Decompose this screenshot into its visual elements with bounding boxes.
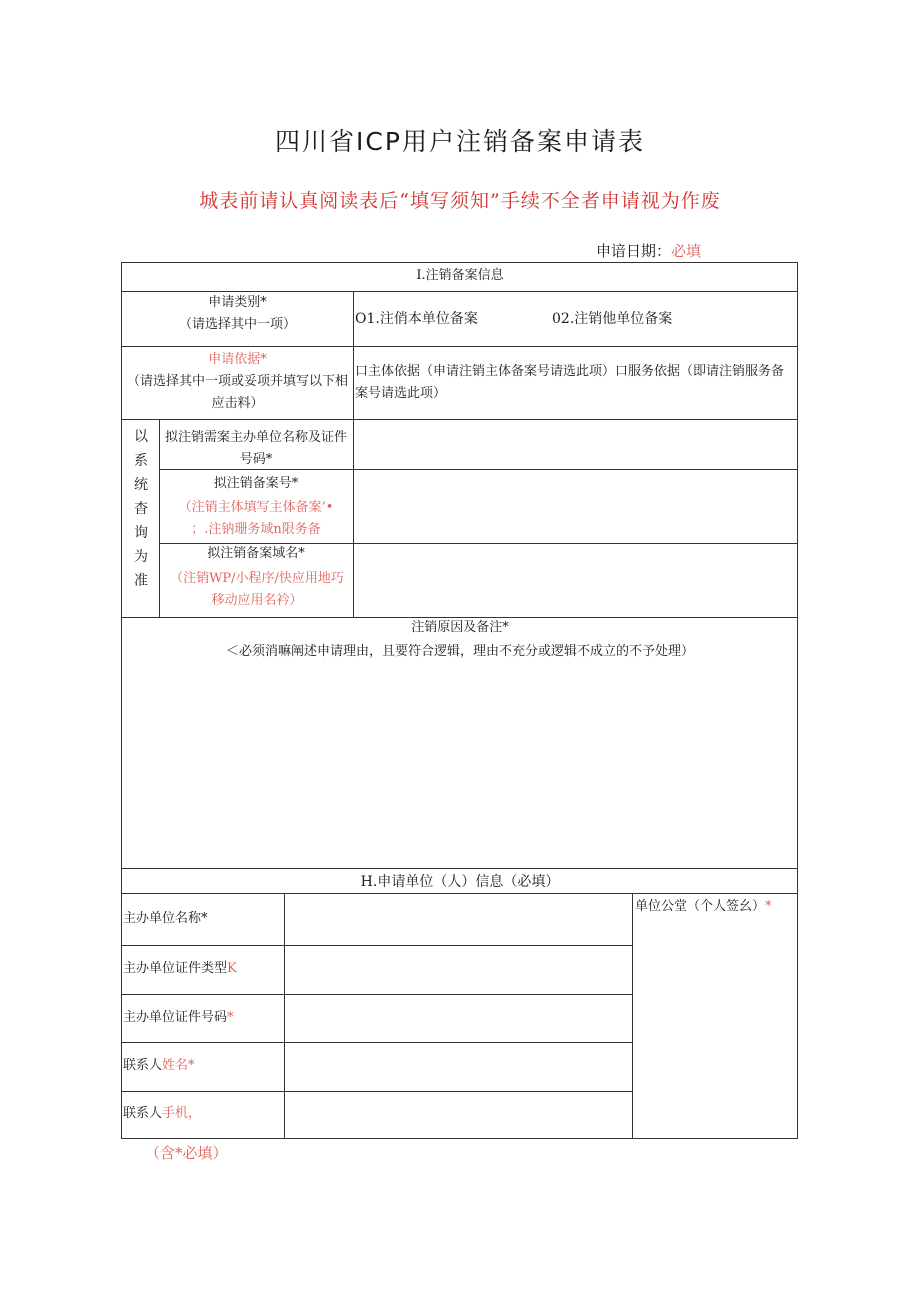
warning-note: 城表前请认真阅读表后“填写须知”手续不全者申请视为作废 [199, 190, 721, 212]
option-other-unit[interactable]: 02.注销他单位备案 [552, 311, 673, 327]
section2-header: H.申请单位（人）信息（必填） [360, 874, 560, 890]
entity-name-label: 拟注销需案主办单位名称及证件号码* [164, 430, 347, 467]
field-label-sponsor-name: 主办单位名称* [123, 911, 208, 926]
basis-label: 申请依据* [208, 352, 267, 367]
record-no-hint-1: （注销主体填写主体备案’• [178, 500, 334, 515]
field-label-cert-number: 主办单位证件号码* [123, 1010, 234, 1025]
domain-hint: （注销WP/小程序/快应用地巧移动应用名衿） [170, 571, 344, 608]
basis-options[interactable]: 口主体依据（申请注销主体备案号请选此项）口服务依据（即请注销服务备案号请选此项） [355, 364, 785, 401]
domain-input[interactable] [354, 544, 798, 617]
system-query-label: 以系统杳询为准 [134, 429, 148, 589]
basis-hint: （请选择其中一项或妥项并填写以下相应击料） [126, 374, 348, 411]
date-label: 申谙日期： [596, 242, 672, 260]
seal-area[interactable] [634, 923, 797, 1137]
application-date [596, 240, 701, 261]
section1-header: I.注销备案信息 [416, 268, 504, 283]
form-table [121, 262, 798, 1139]
contact-name-input[interactable] [285, 1043, 632, 1091]
cert-type-input[interactable] [285, 946, 632, 994]
domain-label: 拟注销备案域名* [207, 546, 305, 561]
cert-number-input[interactable] [285, 995, 632, 1042]
reason-label: 注销原因及备注* [411, 620, 509, 635]
category-label: 申请类别* [208, 295, 267, 310]
field-label-contact-phone: 联系人手机， [123, 1106, 202, 1121]
seal-label: 单位公堂（个人签幺）* [635, 899, 772, 914]
field-label-contact-name: 联系人姓名* [123, 1058, 195, 1073]
entity-name-input[interactable] [354, 420, 798, 469]
date-value[interactable]: 必填 [671, 242, 702, 260]
page-title: 四川省ICP用户注销备案申请表 [275, 127, 645, 156]
option-own-unit[interactable]: O1.注俏本单位备案 [355, 311, 478, 327]
category-hint: （请选择其中一项） [178, 317, 296, 332]
sponsor-name-input[interactable] [285, 894, 632, 945]
reason-hint: ＜必须消嘛阐述申请理由，且要符合逻辑，理由不充分或逻辑不成立的不予处理） [225, 644, 694, 659]
contact-phone-input[interactable] [285, 1092, 632, 1138]
record-no-label: 拟注销备案号* [213, 476, 299, 491]
field-label-cert-type: 主办单位证件类型K [123, 961, 237, 976]
record-no-hint-2: ；.注钠珊务域n限务备 [191, 522, 321, 537]
reason-input[interactable] [126, 667, 794, 865]
record-no-input[interactable] [354, 470, 798, 543]
footer-note: （含*必填） [145, 1144, 228, 1162]
